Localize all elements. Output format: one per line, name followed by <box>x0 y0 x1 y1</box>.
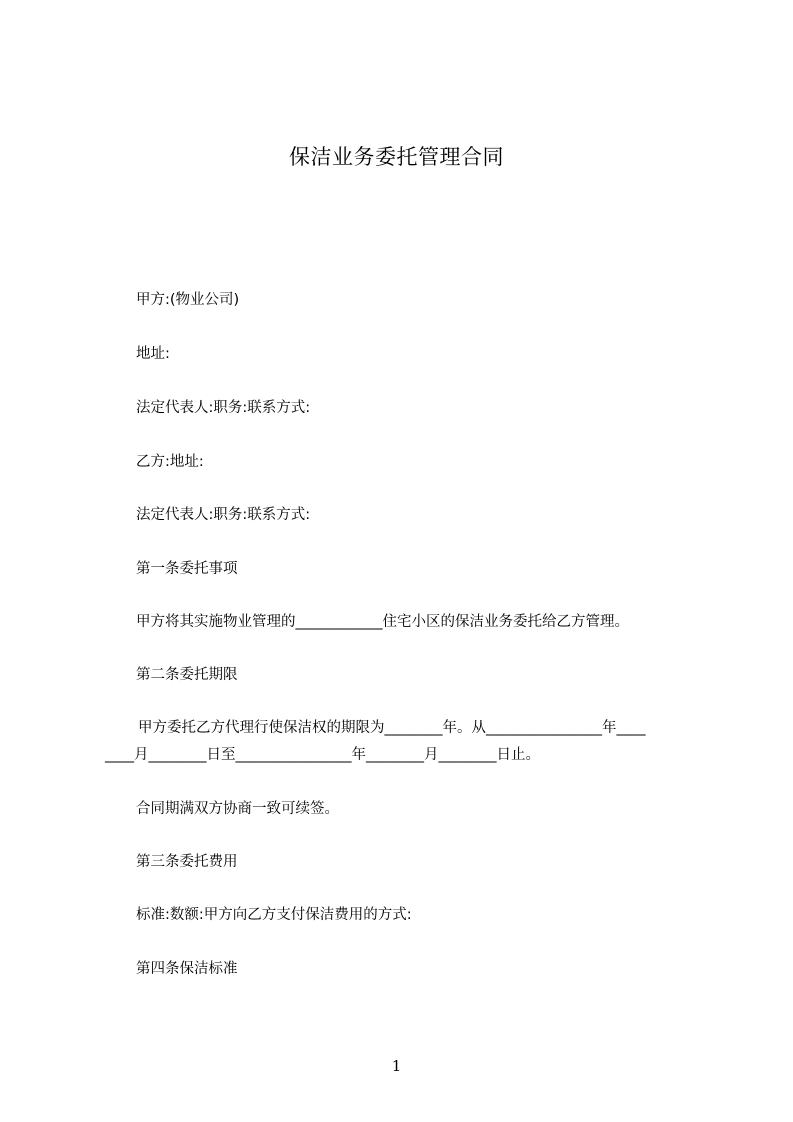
party-b-line: 乙方:地址: <box>136 454 204 470</box>
party-a-line: 甲方:(物业公司) <box>136 292 240 308</box>
article-1-heading: 第一条委托事项 <box>136 561 238 577</box>
article-4-heading: 第四条保洁标准 <box>136 961 238 977</box>
party-a-address-line: 地址: <box>136 346 170 362</box>
party-b-representative-line: 法定代表人:职务:联系方式: <box>136 507 311 523</box>
article-3-heading: 第三条委托费用 <box>136 854 238 870</box>
renewal-text: 合同期满双方协商一致可续签。 <box>136 801 339 817</box>
page-number: 1 <box>391 1057 402 1075</box>
article-3-text: 标准:数额:甲方向乙方支付保洁费用的方式: <box>136 907 412 923</box>
article-2-heading: 第二条委托期限 <box>136 667 238 683</box>
article-2-text-line-1: 甲方委托乙方代理行使保洁权的期限为________年。从________________年____ <box>138 720 646 736</box>
party-a-representative-line: 法定代表人:职务:联系方式: <box>136 400 311 416</box>
article-2-text-line-2: ____月________日至________________年________月________日止。 <box>105 747 540 763</box>
article-1-text: 甲方将其实施物业管理的____________住宅小区的保洁业务委托给乙方管理。 <box>136 614 629 630</box>
article-2-text <box>105 715 703 769</box>
document-title: 保洁业务委托管理合同 <box>289 145 504 169</box>
